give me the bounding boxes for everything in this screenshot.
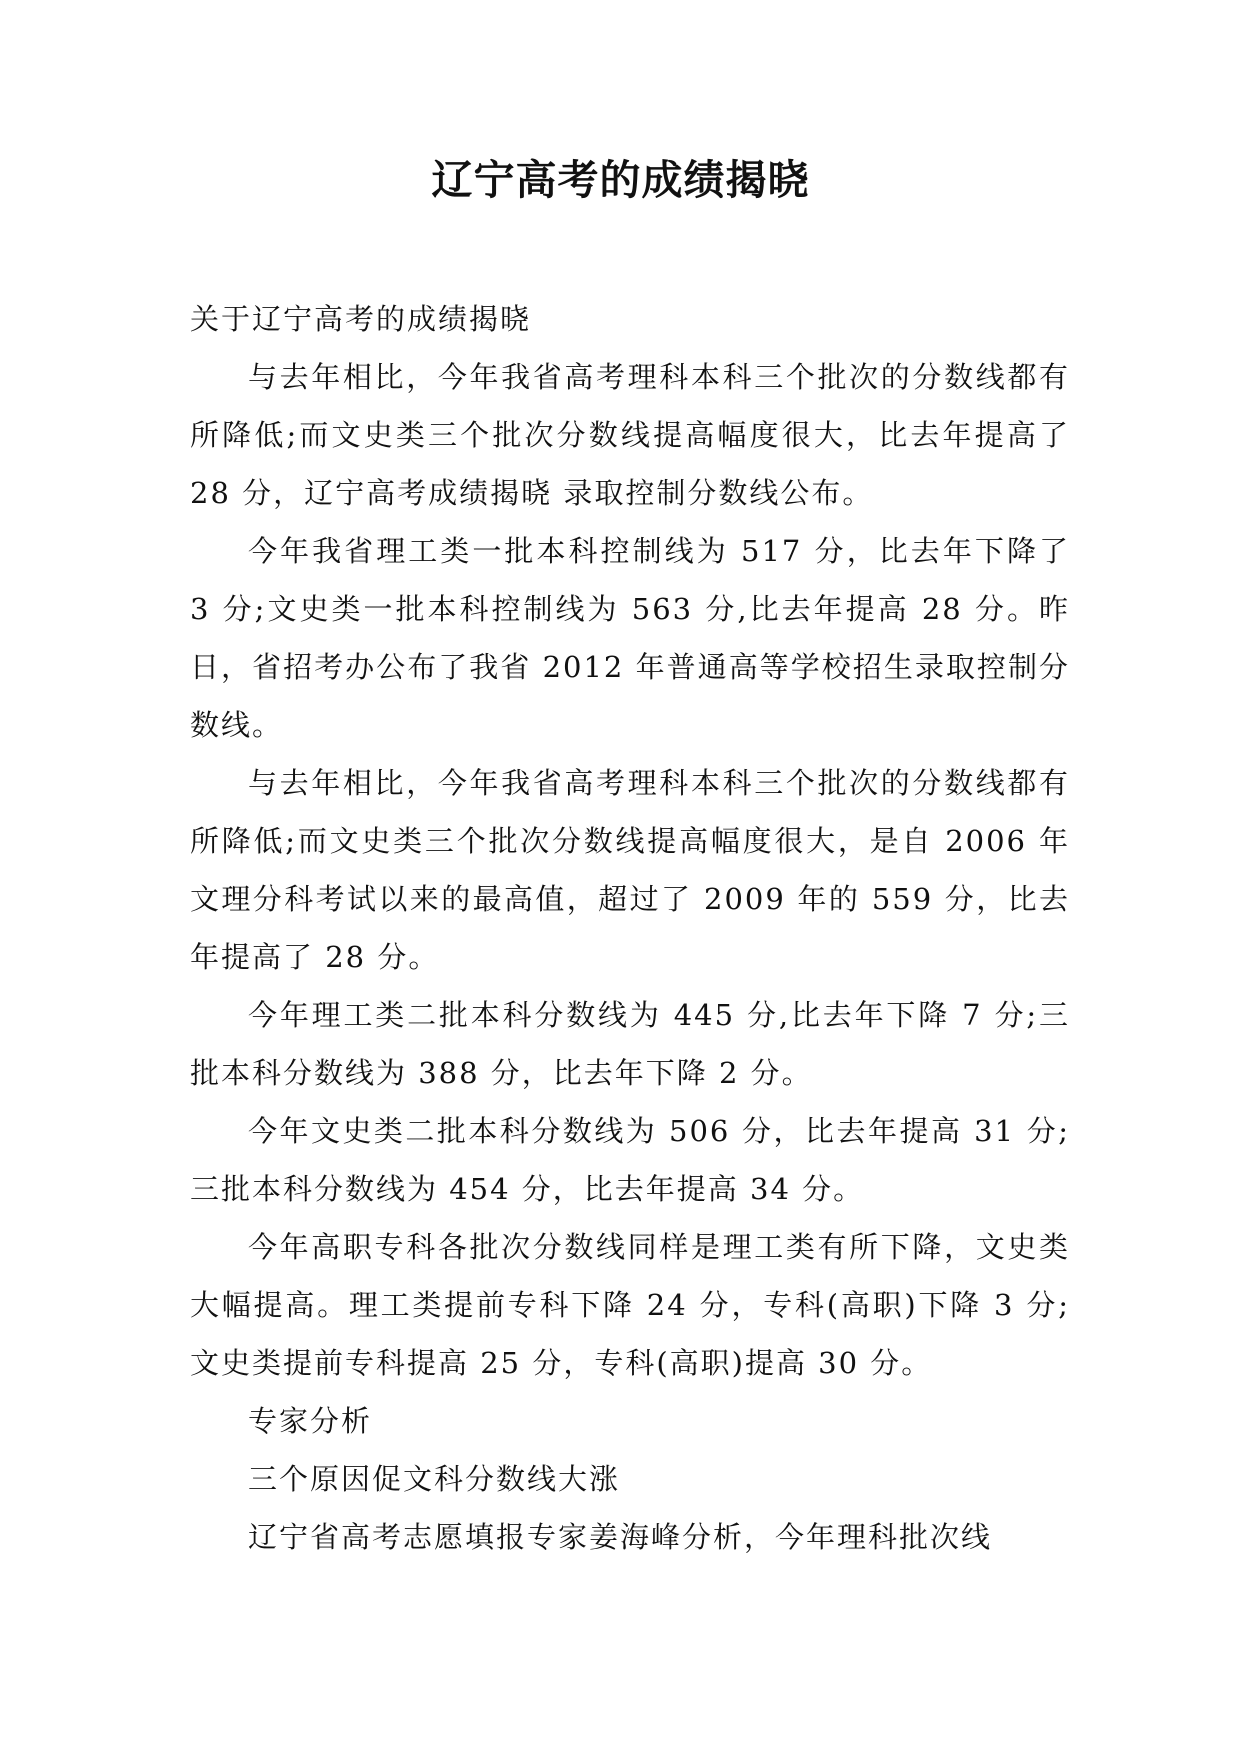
paragraph: 辽宁省高考志愿填报专家姜海峰分析，今年理科批次线: [248, 1520, 993, 1554]
paragraph: 与去年相比，今年我省高考理科本科三个批次的分数线都有所降低;而文史类三个批次分数线提高幅度很大，比去年提高了 28 分，辽宁高考成绩揭晓 录取控制分数线公布。: [190, 360, 1070, 510]
document-title: 辽宁高考的成绩揭晓: [431, 156, 810, 204]
paragraph: 今年文史类二批本科分数线为 506 分，比去年提高 31 分;三批本科分数线为 454 分，比去年提高 34 分。: [190, 1114, 1070, 1206]
paragraph: 今年我省理工类一批本科控制线为 517 分，比去年下降了 3 分;文史类一批本科控制线为 563 分,比去年提高 28 分。昨日，省招考办公布了我省 2012 年普通高等学校招生录取控制分数线。: [190, 534, 1070, 742]
paragraph: 今年高职专科各批次分数线同样是理工类有所下降，文史类大幅提高。理工类提前专科下降 24 分，专科(高职)下降 3 分;文史类提前专科提高 25 分，专科(高职)提高 30 分。: [190, 1230, 1070, 1380]
section-subheading: 三个原因促文科分数线大涨: [248, 1462, 621, 1496]
document-body: [190, 290, 1070, 1566]
paragraph: 今年理工类二批本科分数线为 445 分,比去年下降 7 分;三批本科分数线为 388 分，比去年下降 2 分。: [190, 998, 1070, 1090]
paragraph: 关于辽宁高考的成绩揭晓: [190, 302, 532, 336]
section-heading: 专家分析: [248, 1404, 373, 1438]
paragraph: 与去年相比，今年我省高考理科本科三个批次的分数线都有所降低;而文史类三个批次分数线提高幅度很大，是自 2006 年文理分科考试以来的最高值，超过了 2009 年的 559 分，比去年提高了 28 分。: [190, 766, 1070, 974]
